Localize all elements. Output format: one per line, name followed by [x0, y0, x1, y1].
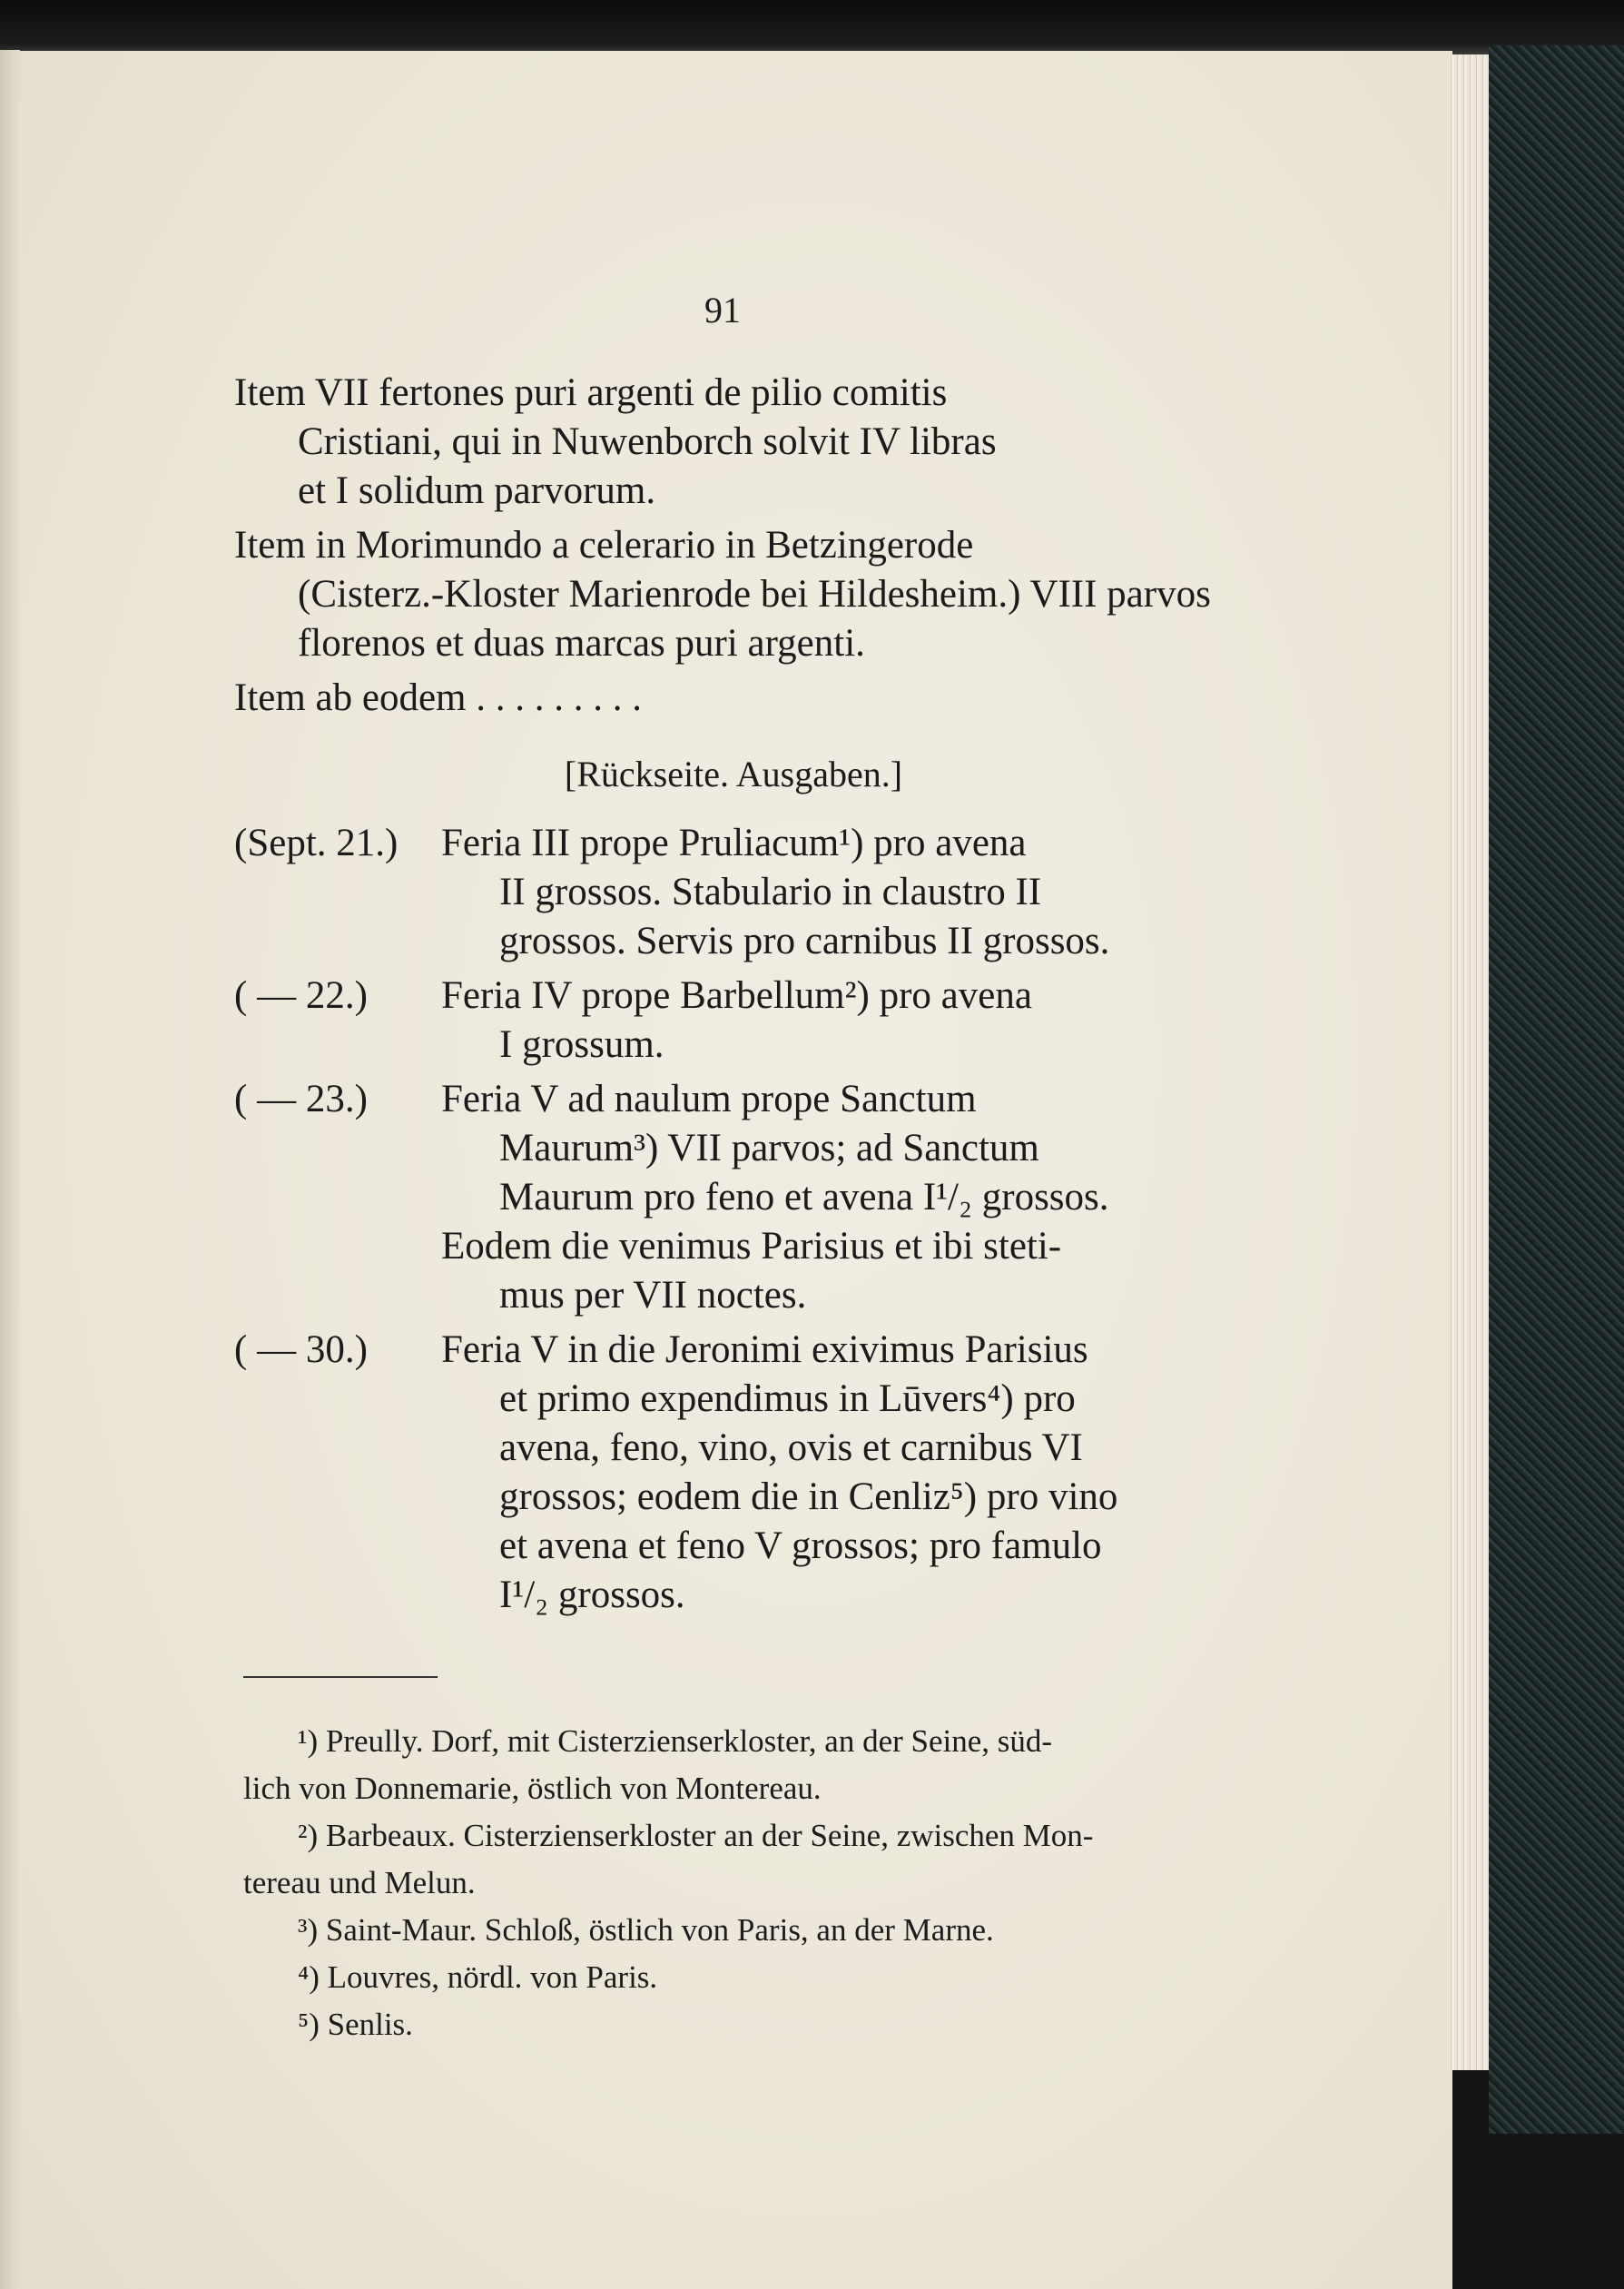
text-line: florenos et duas marcas puri argenti. [298, 622, 865, 665]
text-line: Item ab eodem . . . . . . . . . [234, 676, 643, 719]
text-line: Eodem die venimus Parisius et ibi steti- [441, 1225, 1062, 1268]
text-line: (Cisterz.-Kloster Marienrode bei Hildesheim.) VIII parvos [298, 573, 1211, 616]
main-text [234, 369, 1233, 1625]
text-line: et I solidum parvorum. [298, 469, 656, 512]
text-line: grossos. Servis pro carnibus II grossos. [499, 920, 1110, 962]
book-page [20, 51, 1452, 2289]
text-line: Maurum³) VII parvos; ad Sanctum [499, 1127, 1039, 1169]
footnote-1 [243, 1718, 1242, 1812]
entry-date: ( — 22.) [234, 974, 368, 1017]
entry-date: (Sept. 21.) [234, 822, 399, 864]
entry-body [441, 819, 1233, 966]
expense-entry-sept-21 [234, 819, 1233, 966]
text-line: Item VII fertones puri argenti de pilio comitis [234, 371, 948, 414]
text-line: mus per VII noctes. [499, 1274, 807, 1317]
footnote-line: ⁵) Senlis. [298, 2007, 413, 2042]
text-line: I grossum. [499, 1023, 664, 1066]
footnote-3 [243, 1907, 1242, 1954]
page-number: 91 [704, 290, 741, 331]
footnote-line: ¹) Preully. Dorf, mit Cisterzienserkloster, an der Seine, süd- [298, 1723, 1053, 1759]
footnote-line: lich von Donnemarie, östlich von Montereau. [243, 1771, 822, 1806]
footnote-line: ⁴) Louvres, nördl. von Paris. [298, 1959, 658, 1995]
text-line: Item in Morimundo a celerario in Betzingerode [234, 524, 974, 567]
item-entry-1 [234, 369, 1233, 516]
text-line: et avena et feno V grossos; pro famulo [499, 1524, 1102, 1567]
text-line: Feria IV prope Barbellum²) pro avena [441, 974, 1032, 1017]
text-line: Cristiani, qui in Nuwenborch solvit IV libras [298, 420, 997, 463]
footnote-4 [243, 1954, 1242, 2001]
item-entry-3 [234, 674, 1233, 723]
item-entry-2 [234, 521, 1233, 668]
text-line: Feria III prope Pruliacum¹) pro avena [441, 822, 1027, 864]
expense-entry-23 [234, 1075, 1233, 1320]
footnote-5 [243, 2001, 1242, 2048]
footnote-line: ³) Saint-Maur. Schloß, östlich von Paris, an der Marne. [298, 1912, 994, 1948]
text-line: Feria V ad naulum prope Sanctum [441, 1078, 977, 1120]
text-line: Maurum pro feno et avena I¹/₂ grossos. [499, 1176, 1109, 1218]
entry-date: ( — 23.) [234, 1078, 368, 1120]
scan-top-band [0, 0, 1624, 54]
section-heading: [Rückseite. Ausgaben.] [564, 754, 903, 794]
text-line: et primo expendimus in Lūvers⁴) pro [499, 1377, 1076, 1420]
footnote-line: tereau und Melun. [243, 1865, 476, 1900]
entry-body [441, 1075, 1233, 1320]
page-stack-edges [1448, 54, 1489, 2070]
text-line: Feria V in die Jeronimi exivimus Parisius [441, 1328, 1088, 1371]
footnote-rule [243, 1676, 438, 1678]
entry-body [441, 972, 1233, 1070]
entry-date: ( — 30.) [234, 1328, 368, 1371]
footnotes [243, 1718, 1242, 2048]
facing-page-edge [0, 50, 20, 2289]
footnote-2 [243, 1812, 1242, 1907]
entry-body [441, 1326, 1233, 1620]
expense-entry-22 [234, 972, 1233, 1070]
text-line: grossos; eodem die in Cenliz⁵) pro vino [499, 1475, 1118, 1518]
book-cover-edge [1489, 45, 1624, 2134]
footnote-line: ²) Barbeaux. Cisterzienserkloster an der Seine, zwischen Mon- [298, 1818, 1094, 1853]
text-line: II grossos. Stabulario in claustro II [499, 871, 1042, 913]
text-line: avena, feno, vino, ovis et carnibus VI [499, 1426, 1083, 1469]
text-line: I¹/₂ grossos. [499, 1574, 685, 1616]
expense-entry-30 [234, 1326, 1233, 1620]
